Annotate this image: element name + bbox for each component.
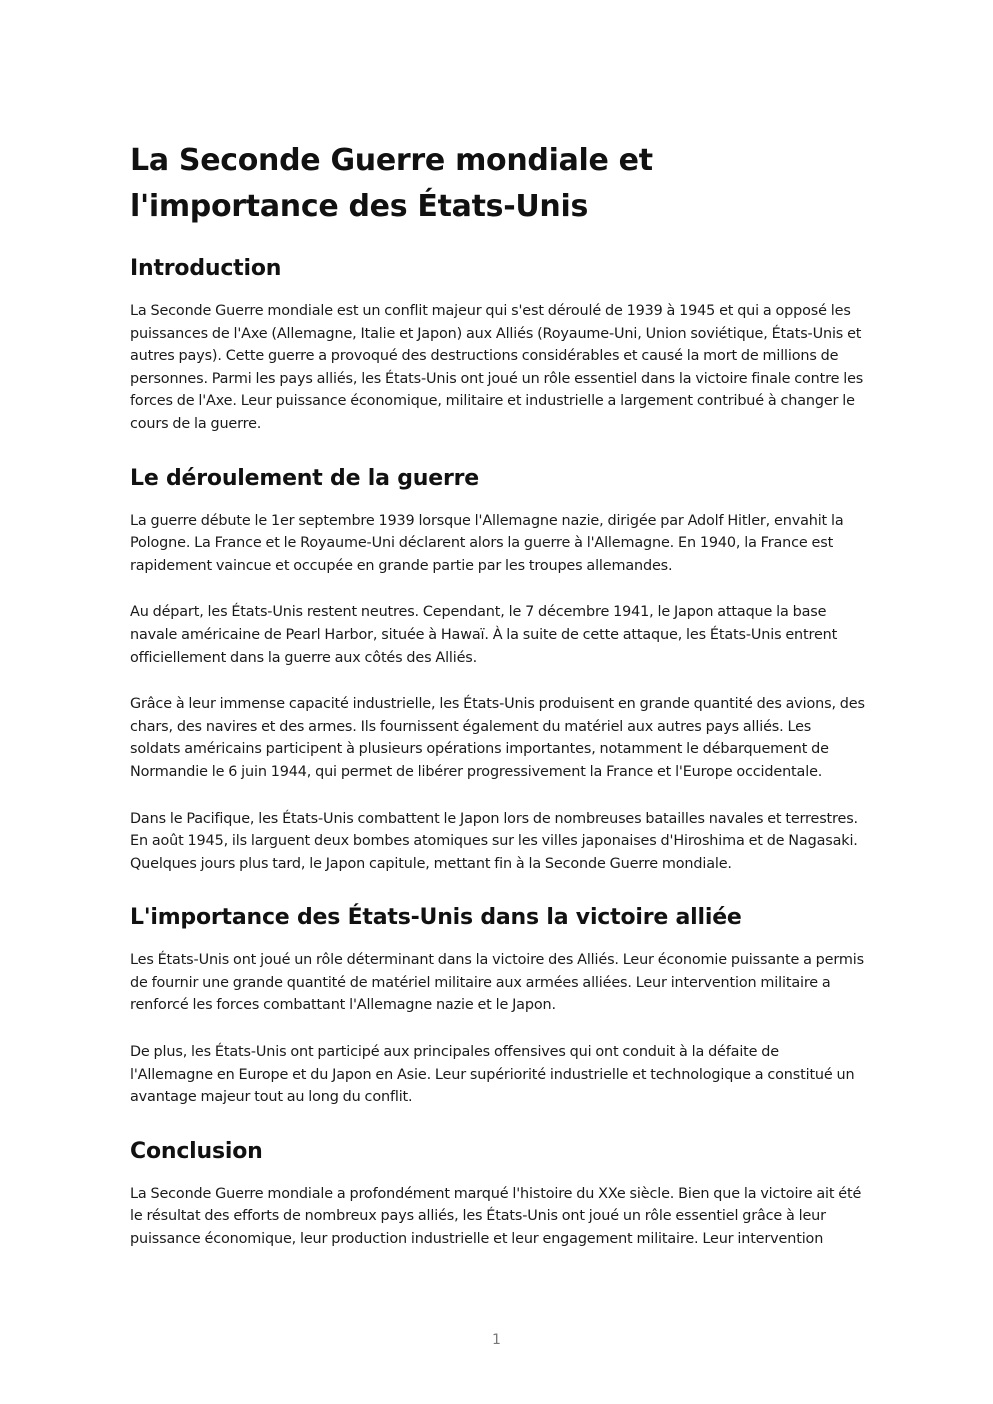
document-title: La Seconde Guerre mondiale et l'importance des États-Unis: [130, 143, 653, 224]
section-importance: [130, 903, 865, 1109]
paragraph: La guerre débute le 1er septembre 1939 lorsque l'Allemagne nazie, dirigée par Adolf Hitler, envahit la Pologne. La France et le Royaume-Uni déclarent alors la guerre à l'Allemagne. En 1940, la France est rapidement vaincue et occupée en grande partie par les troupes allemandes.: [130, 512, 844, 574]
section-heading: Introduction: [130, 256, 282, 281]
paragraph: Dans le Pacifique, les États-Unis combattent le Japon lors de nombreuses batailles navales et terrestres. En août 1945, ils larguent deux bombes atomiques sur les villes japonaises d'Hiroshima et de Nagasaki. Quelques jours plus tard, le Japon capitule, mettant fin à la Seconde Guerre mondiale.: [130, 810, 858, 872]
document-page: [130, 138, 865, 1275]
paragraph: La Seconde Guerre mondiale est un conflit majeur qui s'est déroulé de 1939 à 1945 et qui a opposé les puissances de l'Axe (Allemagne, Italie et Japon) aux Alliés (Royaume-Uni, Union soviétique, États-Unis et autres pays). Cette guerre a provoqué des destructions considérables et causé la mort de millions de personnes. Parmi les pays alliés, les États-Unis ont joué un rôle essentiel dans la victoire finale contre les forces de l'Axe. Leur puissance économique, militaire et industrielle a largement contribué à changer le cours de la guerre.: [130, 303, 864, 432]
section-conclusion: [130, 1137, 865, 1251]
page-number: 1: [492, 1332, 501, 1348]
section-heading: Conclusion: [130, 1138, 263, 1164]
section-heading: Le déroulement de la guerre: [130, 465, 479, 491]
paragraph: Les États-Unis ont joué un rôle déterminant dans la victoire des Alliés. Leur économie puissante a permis de fournir une grande quantité de matériel militaire aux armées alliées. Leur intervention militaire a renforcé les forces combattant l'Allemagne nazie et le Japon.: [130, 952, 864, 1014]
section-heading: L'importance des États-Unis dans la victoire alliée: [130, 905, 742, 931]
section-introduction: [130, 254, 865, 436]
paragraph: La Seconde Guerre mondiale a profondément marqué l'histoire du XXe siècle. Bien que la victoire ait été le résultat des efforts de nombreux pays alliés, les États-Unis ont joué un rôle essentiel grâce à leur puissance économique, leur production industrielle et leur engagement militaire. Leur intervention: [130, 1185, 862, 1248]
paragraph: Au départ, les États-Unis restent neutres. Cependant, le 7 décembre 1941, le Japon attaque la base navale américaine de Pearl Harbor, située à Hawaï. À la suite de cette attaque, les États-Unis entrent officiellement dans la guerre aux côtés des Alliés.: [130, 604, 838, 666]
paragraph: De plus, les États-Unis ont participé aux principales offensives qui ont conduit à la défaite de l'Allemagne en Europe et du Japon en Asie. Leur supériorité industrielle et technologique a constitué un avantage majeur tout au long du conflit.: [130, 1044, 855, 1106]
section-deroulement: [130, 464, 865, 876]
paragraph: Grâce à leur immense capacité industrielle, les États-Unis produisent en grande quantité des avions, des chars, des navires et des armes. Ils fournissent également du matériel aux autres pays alliés. Les soldats américains participent à plusieurs opérations importantes, notamment le débarquement de Normandie le 6 juin 1944, qui permet de libérer progressivement la France et l'Europe occidentale.: [130, 696, 865, 780]
